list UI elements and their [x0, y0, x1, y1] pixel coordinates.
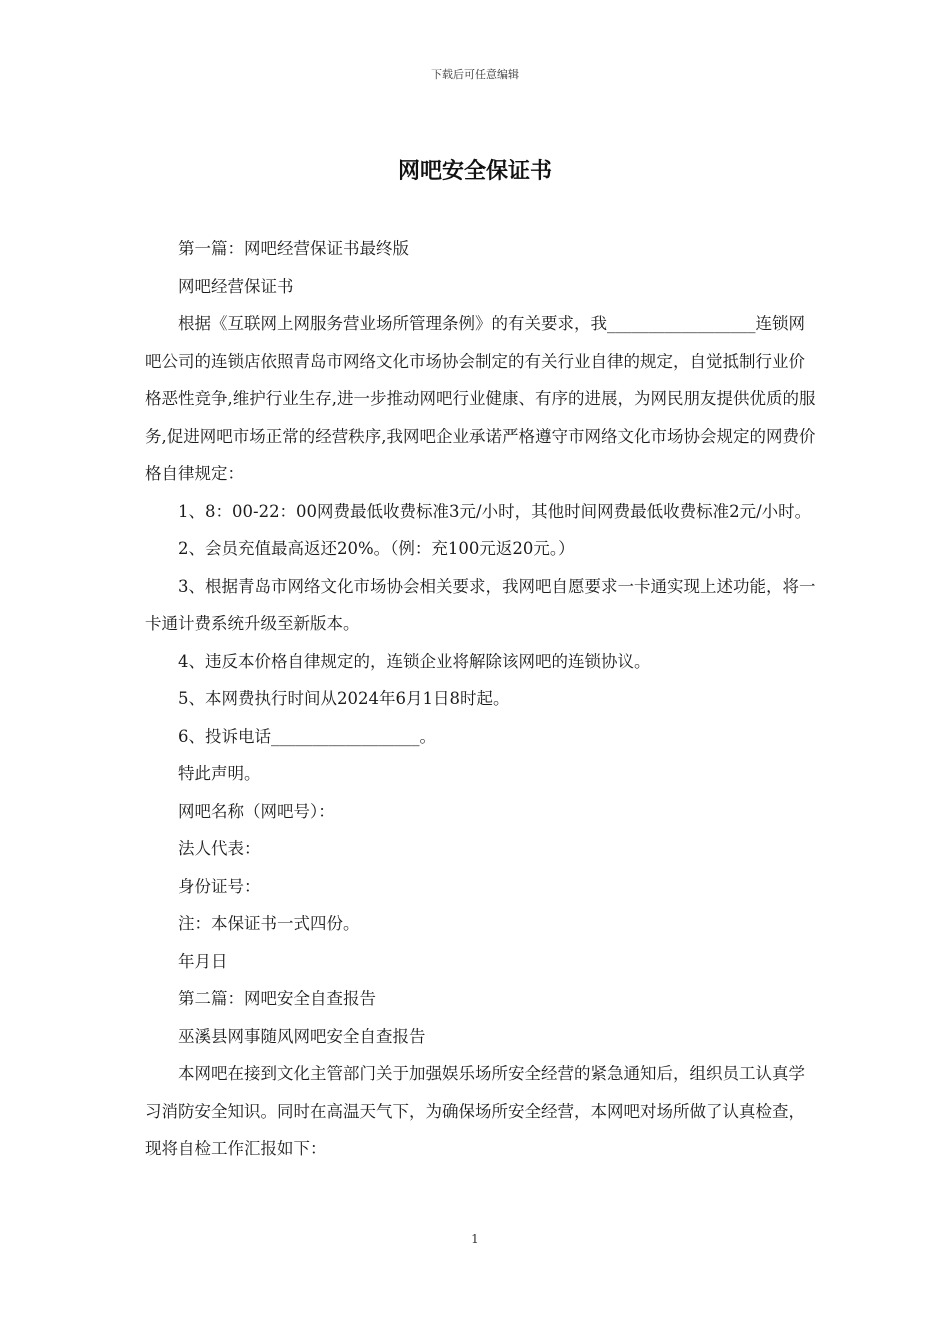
paragraph-id-number: 身份证号：: [178, 876, 261, 896]
paragraph-item-1: 1、8：00-22：00网费最低收费标准3元/小时，其他时间网费最低收费标准2元/小时。: [178, 501, 812, 521]
paragraph-item-5: 5、本网费执行时间从2024年6月1日8时起。: [178, 689, 510, 708]
paragraph-declaration: 特此声明。: [178, 764, 261, 783]
paragraph-part2-heading: 第二篇：网吧安全自查报告: [178, 989, 376, 1008]
paragraph-item-6: 6、投诉电话__________________。: [178, 726, 436, 746]
page-number: 1: [471, 1232, 479, 1246]
paragraph-subtitle: 网吧经营保证书: [178, 276, 294, 296]
document-body: [145, 230, 817, 1168]
paragraph-item-3: 3、根据青岛市网络文化市场协会相关要求，我网吧自愿要求一卡通实现上述功能，将一卡通计费系统升级至新版本。: [145, 576, 816, 633]
paragraph-cafe-name: 网吧名称（网吧号）：: [178, 801, 335, 821]
page-header-note: 下载后可任意编辑: [431, 68, 519, 81]
paragraph-item-2: 2、会员充值最高返还20%。（例：充100元返20元。）: [178, 539, 575, 558]
paragraph-note: 注：本保证书一式四份。: [178, 914, 360, 933]
paragraph-legal-rep: 法人代表：: [178, 839, 261, 858]
paragraph-date: 年月日: [178, 951, 228, 971]
paragraph-item-4: 4、违反本价格自律规定的，连锁企业将解除该网吧的连锁协议。: [178, 651, 651, 671]
paragraph-report-body: 本网吧在接到文化主管部门关于加强娱乐场所安全经营的紧急通知后，组织员工认真学习消防安全知识。同时在高温天气下，为确保场所安全经营，本网吧对场所做了认真检查，现将自检工作汇报如下：: [145, 1064, 805, 1158]
paragraph-report-title: 巫溪县网事随风网吧安全自查报告: [178, 1026, 426, 1046]
document-title: 网吧安全保证书: [397, 158, 552, 184]
paragraph-intro: 根据《互联网上网服务营业场所管理条例》的有关要求，我__________________连锁网吧公司的连锁店依照青岛市网络文化市场协会制定的有关行业自律的规定，自觉抵制行业价格恶性竞争,维护行业生存,进一步推动网吧行业健康、有序的进展，为网民朋友提供优质的服务,促进网吧市场正常的经营秩序,我网吧企业承诺严格遵守市网络文化市场协会规定的网费价格自律规定：: [145, 314, 816, 483]
paragraph-part1-heading: 第一篇：网吧经营保证书最终版: [178, 239, 409, 258]
